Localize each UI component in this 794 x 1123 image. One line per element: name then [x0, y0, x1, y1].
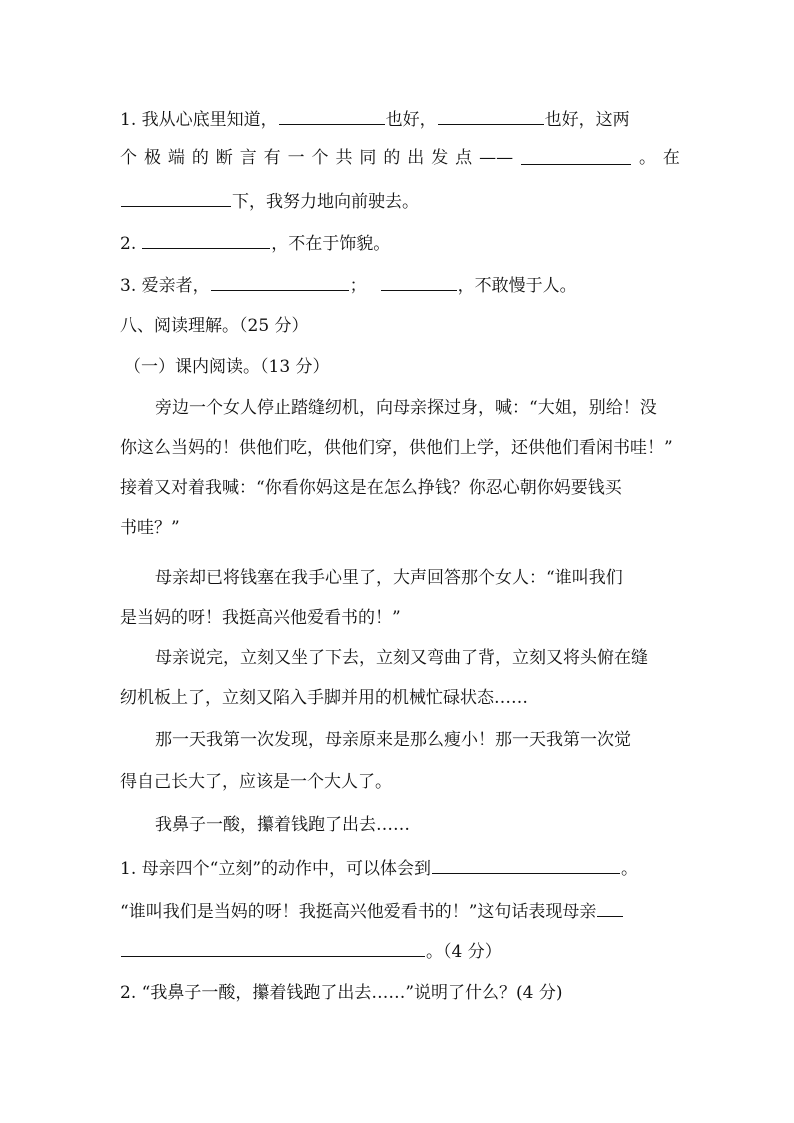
passage-line: 我鼻子一酸，攥着钱跑了出去…… — [155, 815, 410, 835]
text-char: 。 — [638, 148, 656, 168]
fill-question-1-prompt: 1. 我从心底里知道， — [120, 110, 278, 130]
answer-blank[interactable] — [438, 108, 544, 125]
passage-line: 那一天我第一次发现，母亲原来是那么瘦小！那一天我第一次觉 — [155, 730, 631, 750]
subsection-heading: （一）课内阅读。（13 分） — [124, 357, 330, 377]
passage-line: 接着又对着我喊：“你看你妈这是在怎么挣钱？你忍心朝你妈要钱买 — [120, 478, 622, 498]
section-heading: 八、阅读理解。（25 分） — [120, 316, 309, 336]
passage-line: 得自己长大了，应该是一个大人了。 — [120, 772, 392, 792]
reading-question-1-line-3 — [120, 940, 680, 962]
text-char: 点 — [455, 148, 473, 168]
passage-line: 书哇？” — [120, 518, 180, 538]
fill-question-2-text: ，不在于饰貌。 — [271, 234, 391, 254]
answer-blank[interactable] — [597, 900, 623, 917]
passage-line: 纫机板上了，立刻又陷入手脚并用的机械忙碌状态…… — [120, 688, 528, 708]
reading-question-2: 2. “我鼻子一酸，攥着钱跑了出去……”说明了什么？(4 分) — [120, 983, 563, 1003]
fill-question-1-text: 下，我努力地向前驶去。 — [232, 192, 419, 212]
answer-blank[interactable] — [432, 857, 620, 874]
fill-question-3 — [120, 274, 680, 296]
fill-question-1-line-3 — [120, 190, 680, 212]
answer-blank[interactable] — [521, 148, 631, 165]
question-number: 2. — [120, 234, 137, 254]
text-char: 发 — [431, 148, 449, 168]
text-char: 断 — [215, 148, 233, 168]
fill-question-1-line-1 — [120, 108, 680, 130]
text-char: 共 — [335, 148, 353, 168]
reading-question-1-prompt: 1. 母亲四个“立刻”的动作中，可以体会到 — [120, 859, 432, 879]
fill-question-1-line-2 — [120, 148, 680, 168]
passage-line: 你这么当妈的！供他们吃，供他们穿，供他们上学，还供他们看闲书哇！” — [120, 438, 673, 458]
passage-line: 旁边一个女人停止踏缝纫机，向母亲探过身，喊：“大姐，别给！没 — [155, 398, 657, 418]
fill-question-2 — [120, 232, 680, 254]
text-char: 个 — [311, 148, 329, 168]
fill-question-3-prompt: 3. 爱亲者， — [120, 276, 210, 296]
fill-question-1-text: 也好， — [385, 110, 437, 130]
passage-line: 母亲说完，立刻又坐了下去，立刻又弯曲了背，立刻又将头俯在缝 — [155, 648, 648, 668]
reading-question-1-text: “谁叫我们是当妈的呀！我挺高兴他爱看书的！”这句话表现母亲 — [120, 902, 597, 922]
reading-question-1-line-1 — [120, 857, 680, 879]
text-char: 端 — [167, 148, 185, 168]
fill-question-1-text: 也好，这两 — [544, 110, 630, 130]
score-note: 。（4 分） — [426, 942, 502, 962]
text-char: 的 — [191, 148, 209, 168]
answer-blank[interactable] — [279, 108, 385, 125]
answer-blank[interactable] — [381, 274, 457, 291]
text-char: 极 — [143, 148, 161, 168]
answer-blank[interactable] — [121, 190, 231, 207]
text-char: 的 — [383, 148, 401, 168]
fill-question-3-text: ； — [349, 276, 367, 296]
text-char: 一 — [287, 148, 305, 168]
text-char: 同 — [359, 148, 377, 168]
text-char: 有 — [263, 148, 281, 168]
text-char: 。 — [621, 859, 639, 879]
text-char: 个 — [120, 148, 137, 168]
reading-question-1-line-2 — [120, 900, 680, 922]
text-char: 言 — [239, 148, 257, 168]
text-char: 在 — [662, 148, 680, 168]
answer-blank[interactable] — [211, 274, 349, 291]
em-dash: —— — [479, 148, 514, 168]
passage-line: 母亲却已将钱塞在我手心里了，大声回答那个女人：“谁叫我们 — [155, 568, 623, 588]
passage-line: 是当妈的呀！我挺高兴他爱看书的！” — [120, 608, 401, 628]
answer-blank[interactable] — [142, 232, 270, 249]
text-char: 出 — [407, 148, 425, 168]
answer-blank[interactable] — [121, 940, 425, 957]
fill-question-3-text: ，不敢慢于人。 — [457, 276, 577, 296]
